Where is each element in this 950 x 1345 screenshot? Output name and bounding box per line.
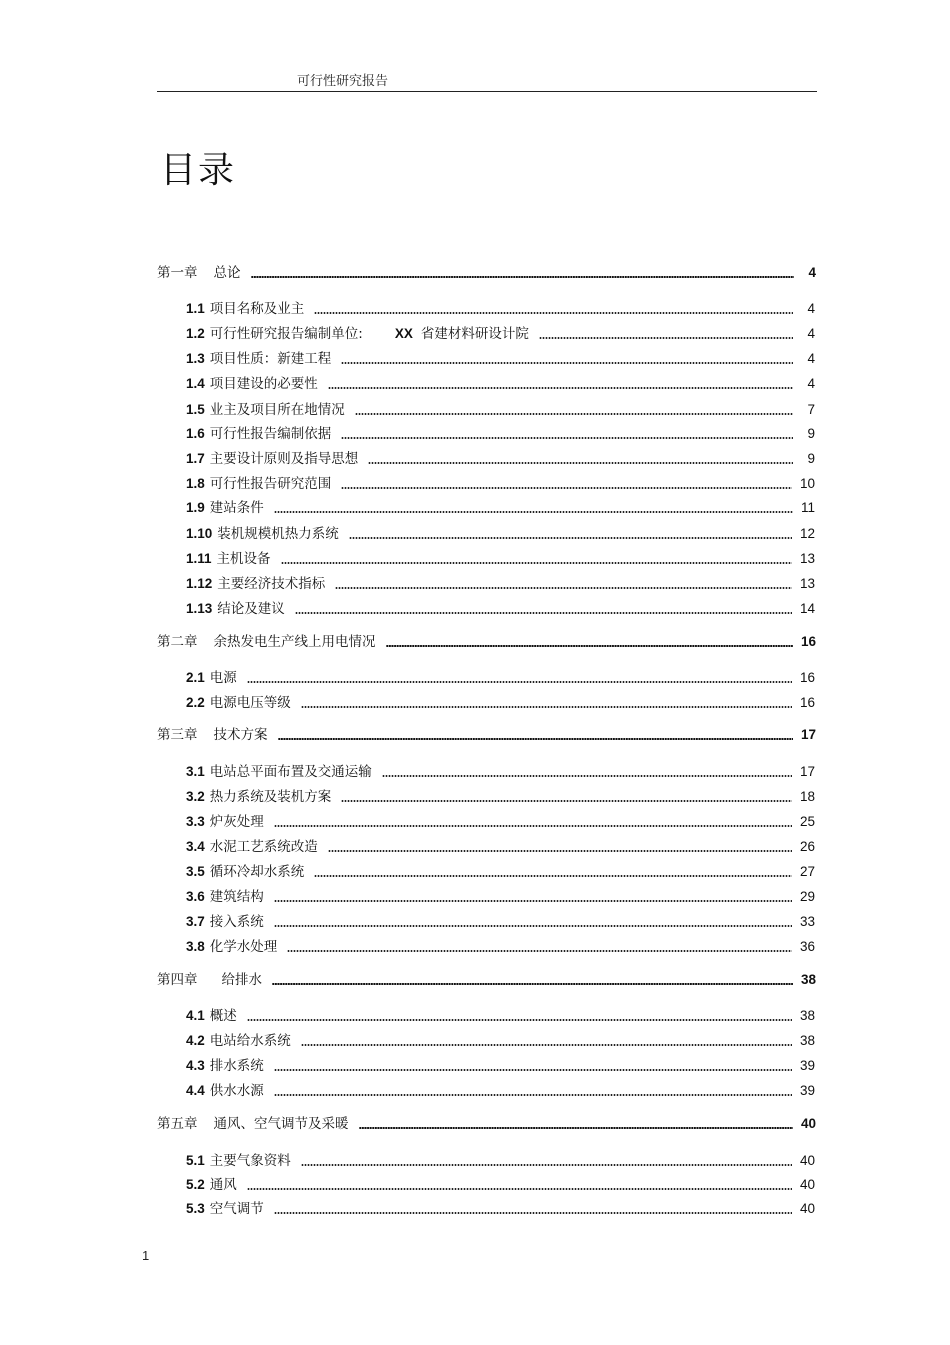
section-page: 40 xyxy=(799,1177,815,1192)
dot-leader xyxy=(274,925,792,927)
section-number: 1.7 xyxy=(186,451,205,466)
section-title: 炉灰处理 xyxy=(209,814,264,830)
dot-leader xyxy=(287,950,792,952)
org-name: 省建材料研设计院 xyxy=(420,326,529,342)
toc-section-1-1[interactable] xyxy=(186,298,815,318)
chapter-title: 总论 xyxy=(213,265,241,281)
toc-section-3-2[interactable] xyxy=(186,786,815,806)
section-number: 3.6 xyxy=(186,889,205,904)
section-number: 1.2 xyxy=(186,326,205,341)
section-page: 9 xyxy=(807,426,815,441)
toc-section-1-3[interactable] xyxy=(186,348,815,368)
toc-section-4-4[interactable] xyxy=(186,1080,815,1100)
section-page: 4 xyxy=(807,326,815,341)
dot-leader xyxy=(247,681,792,683)
toc-section-3-6[interactable] xyxy=(186,886,815,906)
section-title: 主要经济技术指标 xyxy=(217,576,326,592)
chapter-page: 4 xyxy=(808,265,816,280)
section-number: 5.1 xyxy=(186,1153,205,1168)
section-title: 装机规模机热力系统 xyxy=(217,526,339,542)
toc-section-4-3[interactable] xyxy=(186,1055,815,1075)
chapter-page: 40 xyxy=(800,1116,816,1131)
section-page: 25 xyxy=(799,814,815,829)
section-page: 40 xyxy=(799,1201,815,1216)
section-number: 1.9 xyxy=(186,500,205,515)
dot-leader xyxy=(274,1069,792,1071)
section-title: 接入系统 xyxy=(209,914,264,930)
chapter-title: 给排水 xyxy=(221,972,262,988)
toc-chapter-4[interactable] xyxy=(157,969,816,989)
section-number: 1.10 xyxy=(186,526,213,541)
section-title: 可行性研究报告编制单位: xyxy=(209,326,363,342)
toc-section-5-3[interactable] xyxy=(186,1198,815,1218)
toc-section-3-1[interactable] xyxy=(186,761,815,781)
section-page: 26 xyxy=(799,839,815,854)
section-title: 项目性质：新建工程 xyxy=(209,351,332,367)
dot-leader xyxy=(314,875,792,877)
dot-leader xyxy=(278,738,793,740)
section-title: 项目名称及业主 xyxy=(209,301,305,317)
toc-section-1-7[interactable] xyxy=(186,448,815,468)
dot-leader xyxy=(274,511,793,513)
section-page: 9 xyxy=(807,451,815,466)
toc-section-3-8[interactable] xyxy=(186,936,815,956)
section-number: 1.12 xyxy=(186,576,213,591)
chapter-page: 16 xyxy=(800,634,816,649)
dot-leader xyxy=(328,850,792,852)
section-number: 5.2 xyxy=(186,1177,205,1192)
section-number: 4.1 xyxy=(186,1008,205,1023)
section-page: 11 xyxy=(800,500,815,515)
section-title: 水泥工艺系统改造 xyxy=(209,839,318,855)
dot-leader xyxy=(386,645,793,647)
running-header-title: 可行性研究报告 xyxy=(297,74,389,89)
toc-section-1-9[interactable] xyxy=(186,497,815,517)
section-page: 39 xyxy=(799,1083,815,1098)
section-number: 4.2 xyxy=(186,1033,205,1048)
section-page: 10 xyxy=(799,476,815,491)
section-title: 业主及项目所在地情况 xyxy=(209,402,345,418)
page-number: 1 xyxy=(142,1248,150,1263)
section-page: 38 xyxy=(799,1033,815,1048)
dot-leader xyxy=(247,1188,792,1190)
section-number: 1.5 xyxy=(186,402,205,417)
section-number: 3.2 xyxy=(186,789,205,804)
toc-section-3-5[interactable] xyxy=(186,861,815,881)
section-page: 4 xyxy=(807,351,815,366)
toc-section-1-8[interactable] xyxy=(186,473,815,493)
section-number: 5.3 xyxy=(186,1201,205,1216)
section-title: 项目建设的必要性 xyxy=(209,376,318,392)
section-number: 1.8 xyxy=(186,476,205,491)
section-page: 16 xyxy=(799,695,815,710)
section-title: 电站总平面布置及交通运输 xyxy=(209,764,372,780)
section-number: 4.3 xyxy=(186,1058,205,1073)
dot-leader xyxy=(349,537,792,539)
dot-leader xyxy=(274,1212,792,1214)
section-title: 电源 xyxy=(209,670,237,686)
section-page: 29 xyxy=(799,889,815,904)
dot-leader xyxy=(301,1164,792,1166)
section-number: 3.3 xyxy=(186,814,205,829)
section-page: 14 xyxy=(799,601,815,616)
section-title: 概述 xyxy=(209,1008,237,1024)
chapter-title: 技术方案 xyxy=(213,727,268,743)
section-number: 1.4 xyxy=(186,376,205,391)
section-number: 1.3 xyxy=(186,351,205,366)
toc-section-1-11[interactable] xyxy=(186,548,815,568)
dot-leader xyxy=(295,612,792,614)
section-title: 排水系统 xyxy=(209,1058,264,1074)
toc-section-3-3[interactable] xyxy=(186,811,815,831)
chapter-page: 17 xyxy=(800,727,816,742)
section-title: 通风 xyxy=(209,1177,237,1193)
chapter-number: 第三章 xyxy=(157,727,198,743)
chapter-title: 余热发电生产线上用电情况 xyxy=(213,634,376,650)
toc-section-2-2[interactable] xyxy=(186,692,815,712)
section-number: 2.2 xyxy=(186,695,205,710)
dot-leader xyxy=(335,587,792,589)
section-page: 27 xyxy=(799,864,815,879)
toc-section-4-1[interactable] xyxy=(186,1005,815,1025)
section-title: 主要设计原则及指导思想 xyxy=(209,451,359,467)
dot-leader xyxy=(274,900,792,902)
section-page: 33 xyxy=(799,914,815,929)
chapter-number: 第二章 xyxy=(157,634,198,650)
section-title: 循环冷却水系统 xyxy=(209,864,305,880)
section-title: 化学水处理 xyxy=(209,939,278,955)
dot-leader xyxy=(368,462,793,464)
section-page: 16 xyxy=(799,670,815,685)
section-title: 可行性报告编制依据 xyxy=(209,426,332,442)
section-title: 结论及建议 xyxy=(217,601,285,617)
toc-chapter-2[interactable] xyxy=(157,631,816,651)
toc-section-1-12[interactable] xyxy=(186,573,815,593)
chapter-title: 通风、空气调节及采暖 xyxy=(213,1116,349,1132)
section-page: 12 xyxy=(799,526,815,541)
dot-leader xyxy=(281,562,792,564)
toc-section-1-2[interactable] xyxy=(186,323,815,343)
dot-leader xyxy=(341,800,792,802)
dot-leader xyxy=(272,983,793,985)
dot-leader xyxy=(355,413,793,415)
section-title: 供水水源 xyxy=(209,1083,264,1099)
section-title: 电站给水系统 xyxy=(209,1033,291,1049)
toc-section-3-4[interactable] xyxy=(186,836,815,856)
dot-leader xyxy=(274,1094,792,1096)
toc-section-5-2[interactable] xyxy=(186,1174,815,1194)
section-page: 7 xyxy=(807,402,815,417)
section-page: 4 xyxy=(807,376,815,391)
section-title: 建筑结构 xyxy=(209,889,264,905)
section-number: 1.1 xyxy=(186,301,205,316)
chapter-page: 38 xyxy=(800,972,816,987)
dot-leader xyxy=(341,487,792,489)
section-number: 1.11 xyxy=(186,551,212,566)
chapter-number: 第四章 xyxy=(157,972,198,988)
section-page: 40 xyxy=(799,1153,815,1168)
dot-leader xyxy=(314,312,793,314)
section-page: 17 xyxy=(799,764,815,779)
section-number: 2.1 xyxy=(186,670,205,685)
dot-leader xyxy=(539,337,793,339)
section-title: 空气调节 xyxy=(209,1201,264,1217)
toc-section-1-13[interactable] xyxy=(186,598,815,618)
section-number: 4.4 xyxy=(186,1083,205,1098)
section-page: 4 xyxy=(807,301,815,316)
toc-section-1-10[interactable] xyxy=(186,523,815,543)
dot-leader xyxy=(301,1044,792,1046)
section-title: 主要气象资料 xyxy=(209,1153,291,1169)
toc-section-2-1[interactable] xyxy=(186,667,815,687)
dot-leader xyxy=(274,825,792,827)
toc-chapter-3[interactable] xyxy=(157,724,816,744)
dot-leader xyxy=(359,1127,793,1129)
section-page: 38 xyxy=(799,1008,815,1023)
section-title: 热力系统及装机方案 xyxy=(209,789,332,805)
toc-section-1-5[interactable] xyxy=(186,399,815,419)
dot-leader xyxy=(382,775,792,777)
section-number: 3.7 xyxy=(186,914,205,929)
section-page: 18 xyxy=(799,789,815,804)
section-page: 13 xyxy=(799,576,815,591)
section-number: 3.1 xyxy=(186,764,205,779)
section-number: 1.6 xyxy=(186,426,205,441)
dot-leader xyxy=(328,387,793,389)
section-number: 3.8 xyxy=(186,939,205,954)
toc-chapter-5[interactable] xyxy=(157,1113,816,1133)
org-abbrev: XX xyxy=(394,326,413,341)
chapter-number: 第一章 xyxy=(157,265,198,281)
section-title: 主机设备 xyxy=(216,551,271,567)
toc-section-1-6[interactable] xyxy=(186,423,815,443)
dot-leader xyxy=(301,706,792,708)
section-page: 13 xyxy=(799,551,815,566)
section-title: 电源电压等级 xyxy=(209,695,291,711)
section-number: 3.4 xyxy=(186,839,205,854)
section-number: 3.5 xyxy=(186,864,205,879)
toc-section-4-2[interactable] xyxy=(186,1030,815,1050)
toc-chapter-1[interactable] xyxy=(157,262,816,282)
toc-section-5-1[interactable] xyxy=(186,1150,815,1170)
toc-title: 目录 xyxy=(160,150,237,191)
toc-section-3-7[interactable] xyxy=(186,911,815,931)
section-page: 36 xyxy=(799,939,815,954)
section-page: 39 xyxy=(799,1058,815,1073)
chapter-number: 第五章 xyxy=(157,1116,198,1132)
section-title: 建站条件 xyxy=(209,500,264,516)
dot-leader xyxy=(341,437,793,439)
dot-leader xyxy=(251,276,795,278)
toc-section-1-4[interactable] xyxy=(186,373,815,393)
section-title: 可行性报告研究范围 xyxy=(209,476,332,492)
dot-leader xyxy=(247,1019,792,1021)
section-number: 1.13 xyxy=(186,601,213,616)
dot-leader xyxy=(341,362,793,364)
